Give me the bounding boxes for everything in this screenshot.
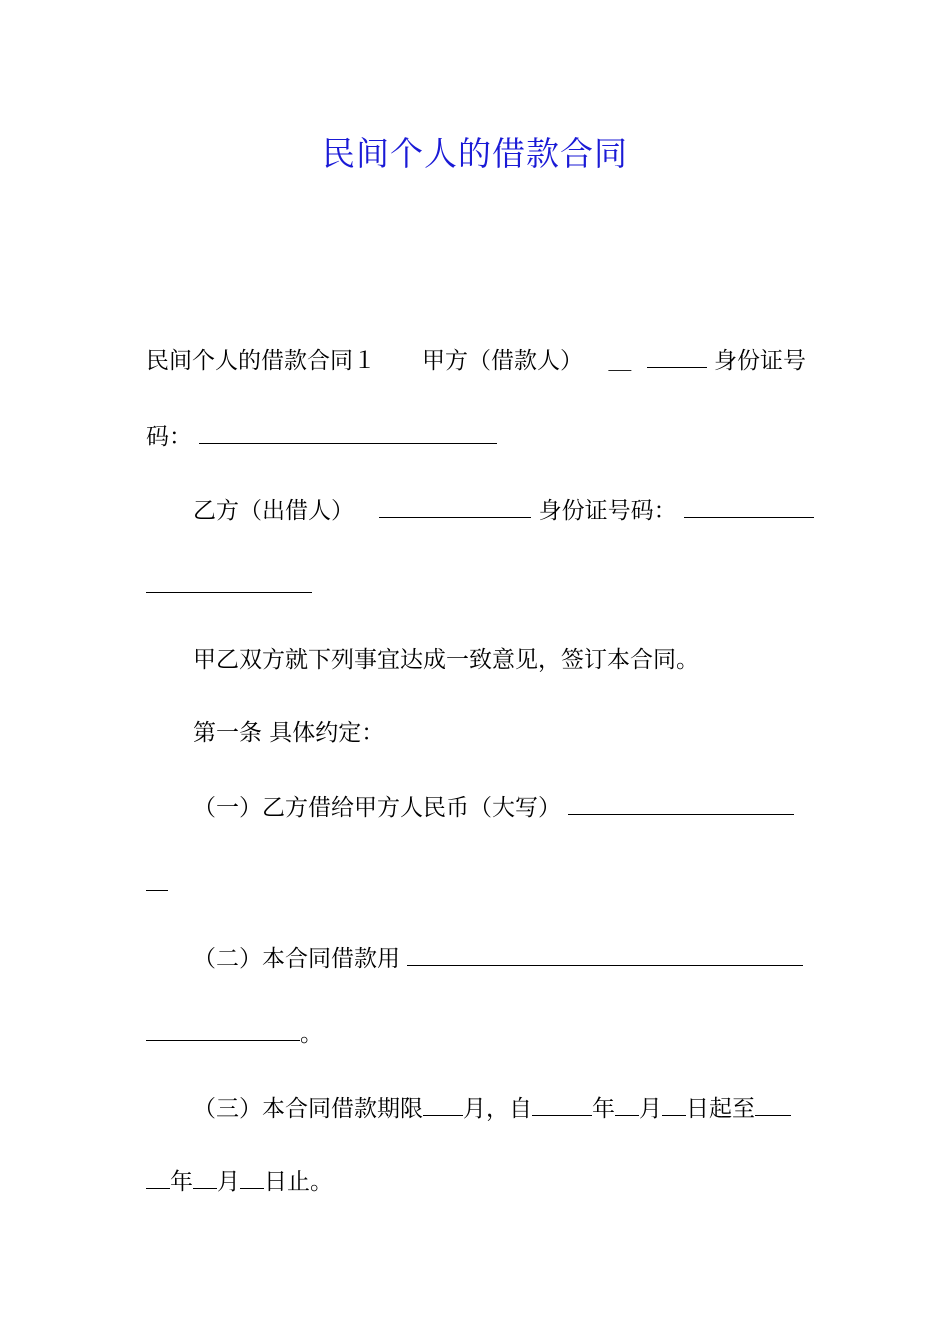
clause-three-label: （三）本合同借款期限 <box>193 1096 423 1122</box>
start-month-label: 月 <box>639 1096 662 1122</box>
start-year-blank <box>532 1093 592 1116</box>
start-month-blank <box>615 1093 639 1116</box>
party-a-mark: ＿ <box>608 348 632 374</box>
start-day-blank <box>662 1093 686 1116</box>
end-year-blank <box>755 1093 791 1116</box>
paragraph-party-a <box>146 345 806 376</box>
paragraph-agreement: 甲乙双方就下列事宜达成一致意见，签订本合同。 <box>193 647 699 673</box>
end-year-label: 年 <box>170 1169 193 1195</box>
party-a-id-blank <box>199 421 497 444</box>
term-months-blank <box>423 1093 463 1116</box>
clause-three-cont <box>146 1166 333 1197</box>
clause-one <box>193 792 794 823</box>
loan-amount-blank-cont <box>146 868 168 891</box>
party-a-id-label-cont: 码： <box>146 424 192 450</box>
clause-two-label: （二）本合同借款用 <box>193 946 400 972</box>
end-month-blank <box>193 1166 217 1189</box>
start-year-label: 年 <box>592 1096 615 1122</box>
start-day-label: 日起至 <box>686 1096 755 1122</box>
paragraph-party-b-id-cont <box>146 570 312 601</box>
end-year-blank-cont <box>146 1166 170 1189</box>
party-b-id-label: 身份证号码： <box>538 498 677 524</box>
loan-purpose-blank-cont <box>146 1018 300 1041</box>
end-day-label: 日止。 <box>264 1169 333 1195</box>
loan-purpose-blank <box>407 943 803 966</box>
clause-three <box>193 1093 791 1124</box>
party-b-id-blank-cont <box>146 570 312 593</box>
loan-amount-blank <box>568 792 794 815</box>
clause-one-cont <box>146 868 168 899</box>
months-from: 月，自 <box>463 1096 532 1122</box>
party-a-label: 民间个人的借款合同１ 甲方（借款人） <box>146 348 583 374</box>
party-b-id-blank <box>684 495 814 518</box>
clause-two-end: 。 <box>300 1021 323 1047</box>
document-title: 民间个人的借款合同 <box>322 134 628 173</box>
paragraph-party-a-id <box>146 421 497 452</box>
clause-two-cont <box>146 1018 323 1049</box>
party-b-label: 乙方（出借人） <box>193 498 354 524</box>
end-month-label: 月 <box>217 1169 240 1195</box>
party-b-name-blank <box>379 495 531 518</box>
party-a-name-blank <box>647 345 707 368</box>
end-day-blank <box>240 1166 264 1189</box>
clause-two <box>193 943 803 974</box>
paragraph-party-b <box>193 495 814 526</box>
clause-one-label: （一）乙方借给甲方人民币（大写） <box>193 795 561 821</box>
article-one-heading: 第一条 具体约定： <box>193 720 385 746</box>
party-a-id-label: 身份证号 <box>713 348 806 374</box>
